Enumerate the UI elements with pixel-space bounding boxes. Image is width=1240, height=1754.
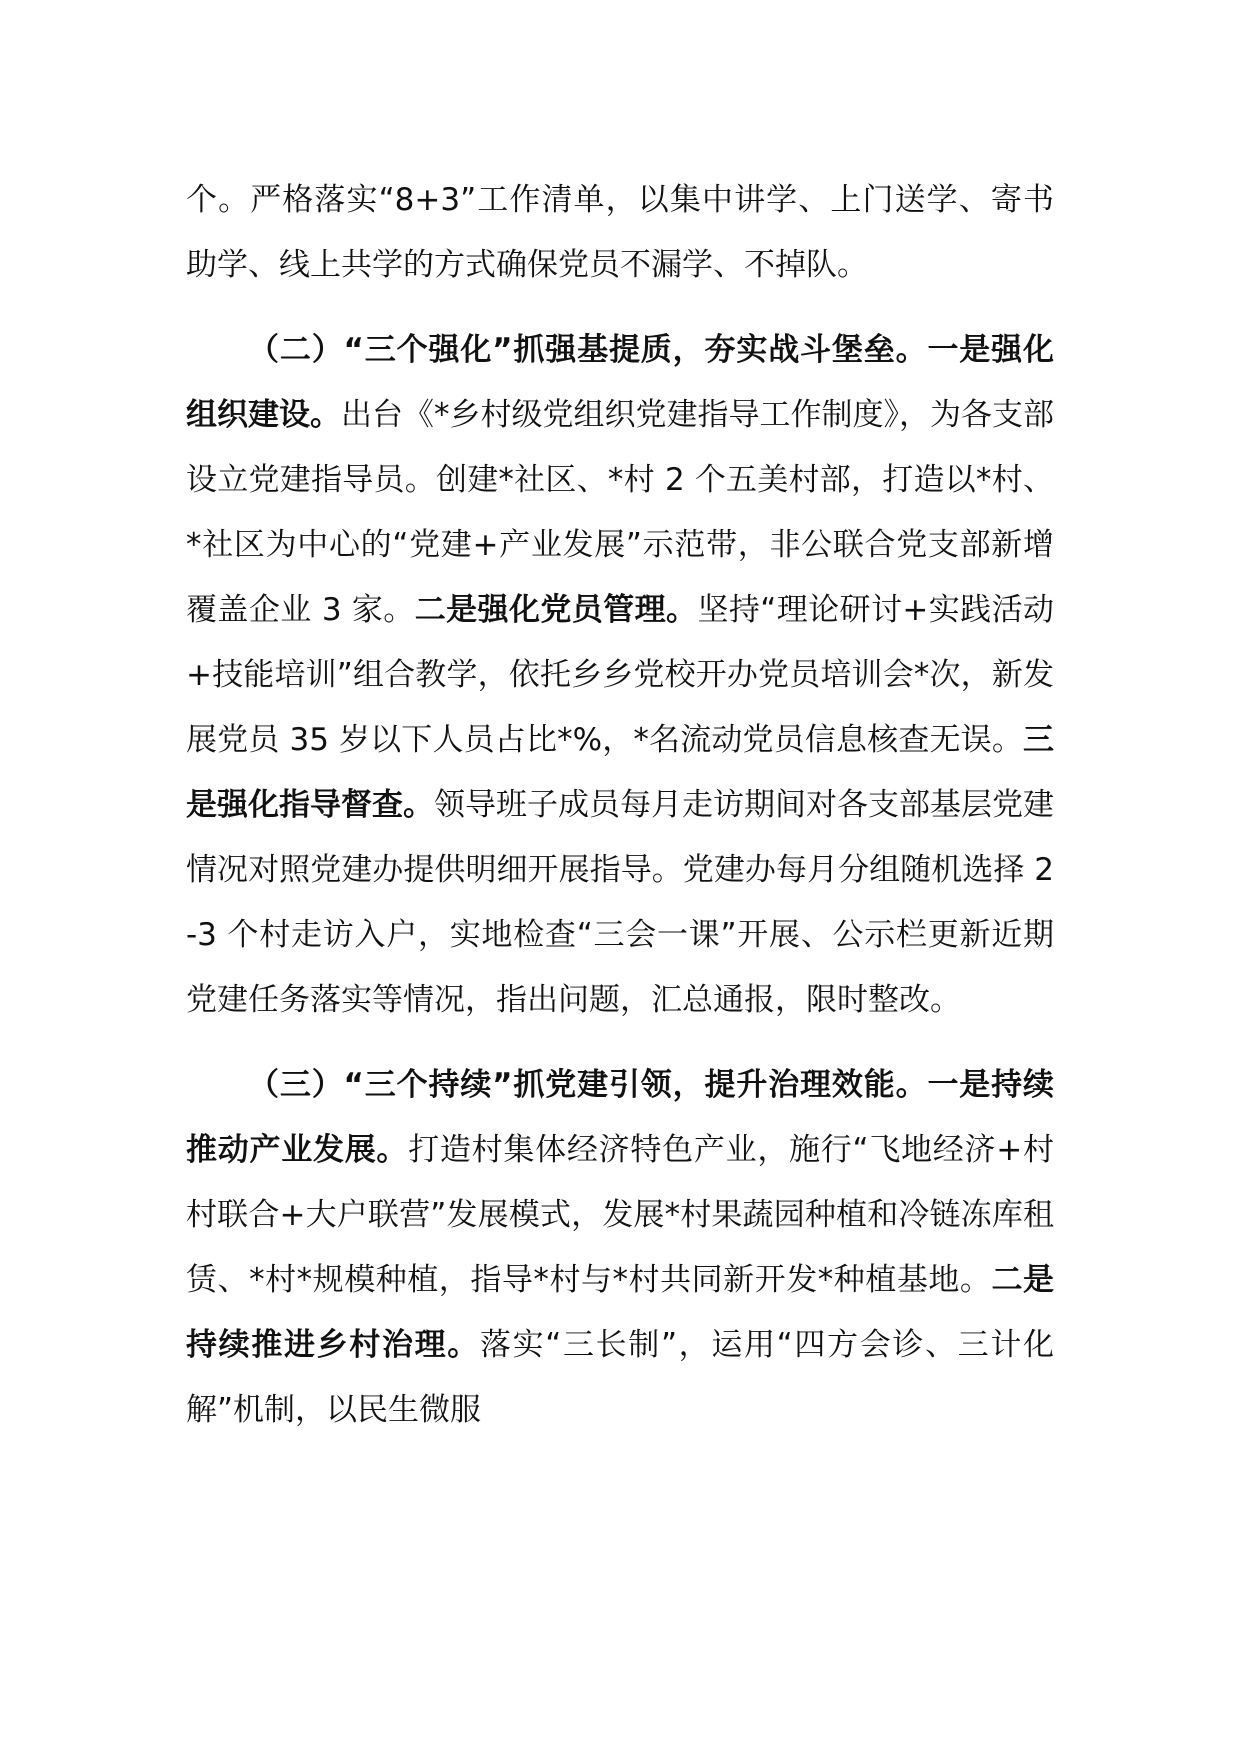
paragraph-section-two <box>186 318 1054 1033</box>
subheading: 二是持续推进乡村治理。 <box>186 1262 1055 1363</box>
section-heading: （三）“三个持续”抓党建引领，提升治理效能。一是持续推动产业发展。 <box>186 1067 1054 1168</box>
subheading: 二是强化党员管理。 <box>414 592 698 628</box>
text-segment: 落实“三长制”，运用“四方会诊、三计化解”机制，以民生微服 <box>186 1327 1054 1428</box>
text-segment: 领导班子成员每月走访期间对各支部基层党建情况对照党建办提供明细开展指导。党建办每月分组随机选择 2-3 个村走访入户，实地检查“三会一课”开展、公示栏更新近期党建任务落实等情况，指出问题，汇总通报，限时整改。 <box>186 787 1054 1018</box>
section-heading: （二）“三个强化”抓强基提质，夯实战斗堡垒。一是强化组织建设。 <box>186 332 1054 433</box>
text-segment: 出台《*乡村级党组织党建指导工作制度》，为各支部设立党建指导员。创建*社区、*村 2 个五美村部，打造以*村、*社区为中心的“党建+产业发展”示范带，非公联合党支部新增覆盖企业 3 家。 <box>186 397 1054 628</box>
text-segment: 个。严格落实“8+3”工作清单，以集中讲学、上门送学、寄书助学、线上共学的方式确保党员不漏学、不掉队。 <box>186 182 1054 283</box>
paragraph-section-three <box>186 1053 1054 1443</box>
text-segment: 坚持“理论研讨+实践活动+技能培训”组合教学，依托乡乡党校开办党员培训会*次，新发展党员 35 岁以下人员占比*%，*名流动党员信息核查无误。 <box>186 592 1054 758</box>
text-segment: 打造村集体经济特色产业，施行“飞地经济+村村联合+大户联营”发展模式，发展*村果蔬园种植和冷链冻库租赁、*村*规模种植，指导*村与*村共同新开发*种植基地。 <box>186 1132 1055 1298</box>
subheading: 三是强化指导督查。 <box>186 722 1054 823</box>
document-body <box>186 168 1054 1443</box>
paragraph-continuation <box>186 168 1054 298</box>
